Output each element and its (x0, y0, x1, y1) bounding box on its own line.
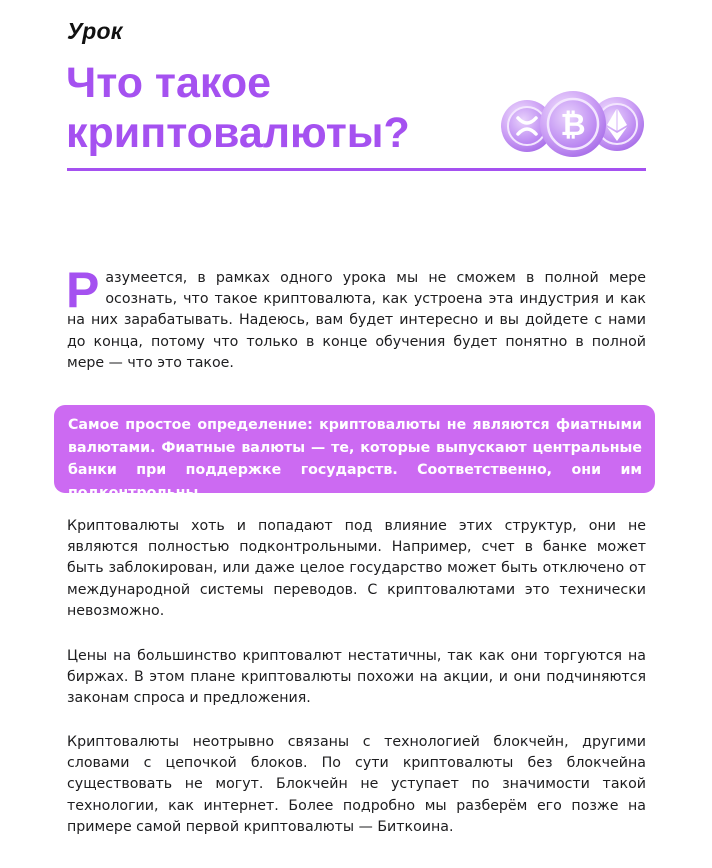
page-title-line-2: криптовалюты? (66, 109, 410, 157)
crypto-coins-illustration (496, 88, 648, 160)
intro-text: азумеется, в рамках одного урока мы не сможем в полной мере осознать, что такое криптовалюта, как устроена эта индустрия и как на них зарабатывать. Надеюсь, вам будет интересно и вы дойдете с нами до конца, потому что только в конце обучения будет понятно в полной мере — что это такое. (67, 270, 646, 371)
page-title-line-1: Что такое (66, 59, 272, 107)
body-paragraph-1: Криптовалюты хоть и попадают под влияние этих структур, они не являются полностью подконтрольными. Например, счет в банке может быть заблокирован, или даже целое государство может быть отключено от международной системы переводов. С криптовалютами это технически невозможно. (67, 518, 646, 619)
definition-callout (54, 405, 655, 501)
body-paragraph-2: Цены на большинство криптовалют нестатичны, так как они торгуются на биржах. В этом плане криптовалюты похожи на акции, и они подчиняются законам спроса и предложения. (67, 648, 646, 707)
title-divider (67, 168, 646, 171)
page-title (66, 58, 496, 158)
drop-cap: Р (66, 262, 100, 318)
lesson-kicker: Урок (67, 18, 123, 44)
callout-text: Самое простое определение: криптовалюты не являются фиатными валютами. Фиатные валюты — те, которые выпускают центральные банки при поддержке государств. Соответственно, они им подконтрольны. (68, 417, 642, 501)
bitcoin-coin-icon (540, 91, 606, 157)
body-paragraph-3: Криптовалюты неотрывно связаны с технологией блокчейн, другими словами с цепочкой блоков. По сути криптовалюты без блокчейна существовать не могут. Блокчейн не уступает по значимости такой технологии, как интернет. Более подробно мы разберём его позже на примере самой первой криптовалюты — Биткоина. (67, 734, 646, 835)
intro-paragraph (66, 262, 646, 374)
svg-text:₿: ₿ (560, 107, 586, 143)
